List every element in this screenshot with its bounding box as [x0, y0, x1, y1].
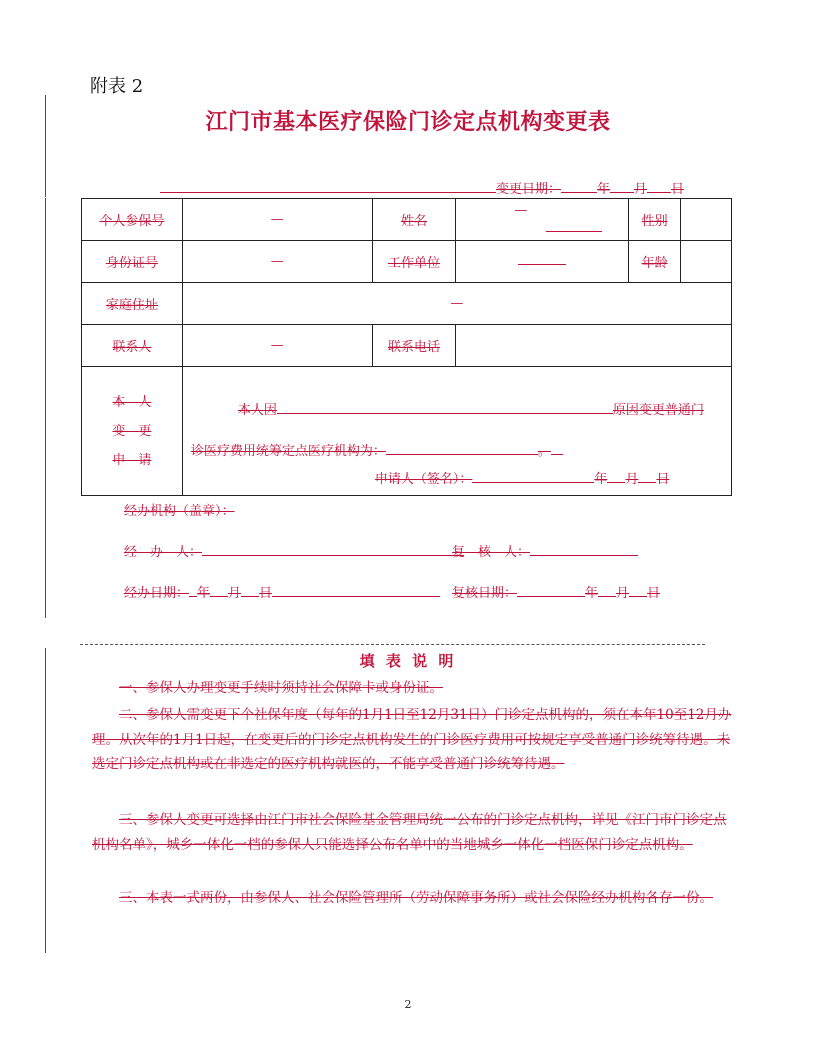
contact-label: 联系人 — [82, 325, 183, 367]
reason-line: 本人因 原因变更普通门 — [237, 403, 704, 418]
designated-line: 诊医疗费用统筹定点医疗机构为： 。 — [191, 440, 563, 459]
revision-bar — [45, 648, 46, 953]
applicant-signature-line: 申请人（签名）： 年 月 日 — [374, 472, 670, 487]
reviewer-line: 复 核 人： — [452, 541, 638, 560]
change-date-line — [160, 178, 684, 197]
employer-label: 工作单位 — [372, 241, 456, 283]
review-date-line: 复核日期： 年 月 日 — [452, 586, 661, 601]
page-number: 2 — [404, 998, 412, 1011]
signature-field[interactable] — [472, 470, 594, 483]
note-item: 二、参保人需变更下个社保年度（每年的1月1日至12月31日）门诊定点机构的，须在本年10至12月办理。从次年的1月1日起，在变更后的门诊定点机构发生的门诊医疗费用可按规定享受普通门诊统筹待遇。未选定门诊定点机构或在非选定的医疗机构就医的，不能享受普通门诊统筹待遇。 — [92, 707, 732, 772]
handle-date-line: 经办日期： 年 月 日 — [124, 582, 440, 601]
age-field[interactable] — [681, 241, 732, 283]
table-row — [82, 367, 732, 496]
reviewer-field[interactable] — [530, 543, 638, 556]
day-label: 日 — [671, 182, 685, 197]
contact-field[interactable]: — — [182, 325, 372, 367]
self-apply-label: 本 人 变 更 申 请 — [82, 367, 183, 496]
handling-org-line: 经办机构（盖章）： — [124, 504, 235, 519]
note-item: 三、本表一式两份，由参保人、社会保险管理所（劳动保障事务所）或社会保险经办机构各存一份。 — [119, 890, 713, 906]
id-number-field[interactable]: — — [182, 241, 372, 283]
handler-line: 经 办 人： — [124, 541, 464, 560]
revision-bar — [45, 198, 46, 618]
document-title: 江门市基本医疗保险门诊定点机构变更表 — [205, 110, 611, 135]
insured-number-label: 个人参保号 — [82, 199, 183, 241]
table-row — [82, 241, 732, 283]
gender-field[interactable] — [681, 199, 732, 241]
date-underline — [160, 180, 496, 193]
address-label: 家庭住址 — [82, 283, 183, 325]
name-field[interactable]: — — [456, 199, 629, 241]
employer-field[interactable] — [456, 241, 629, 283]
reason-field[interactable] — [277, 401, 613, 414]
note-item: 三、参保人变更可选择由江门市社会保险基金管理局统一公布的门诊定点机构，详见《江门市门诊定点机构名单》，城乡一体化一档的参保人只能选择公布名单中的当地城乡一体化一档医保门诊定点机构。 — [92, 812, 727, 853]
change-form-table — [81, 198, 732, 496]
phone-label: 联系电话 — [372, 325, 456, 367]
phone-field[interactable] — [456, 325, 732, 367]
table-row — [82, 283, 732, 325]
note-item: 一、参保人办理变更手续时须持社会保障卡或身份证。 — [119, 680, 443, 696]
address-field[interactable]: — — [182, 283, 731, 325]
name-label: 姓名 — [372, 199, 456, 241]
table-row — [82, 199, 732, 241]
id-number-label: 身份证号 — [82, 241, 183, 283]
age-label: 年龄 — [629, 241, 681, 283]
appendix-label: 附表 2 — [90, 76, 144, 97]
month-label: 月 — [634, 182, 648, 197]
change-date-label: 变更日期： — [496, 182, 562, 197]
table-row — [82, 325, 732, 367]
insured-number-field[interactable]: — — [182, 199, 372, 241]
designated-institution-field[interactable] — [386, 442, 538, 455]
gender-label: 性别 — [629, 199, 681, 241]
section-divider — [80, 644, 705, 645]
handler-field[interactable] — [202, 543, 464, 556]
self-apply-content — [182, 367, 731, 496]
year-label: 年 — [597, 182, 611, 197]
notes-title: 填 表 说 明 — [359, 652, 457, 670]
